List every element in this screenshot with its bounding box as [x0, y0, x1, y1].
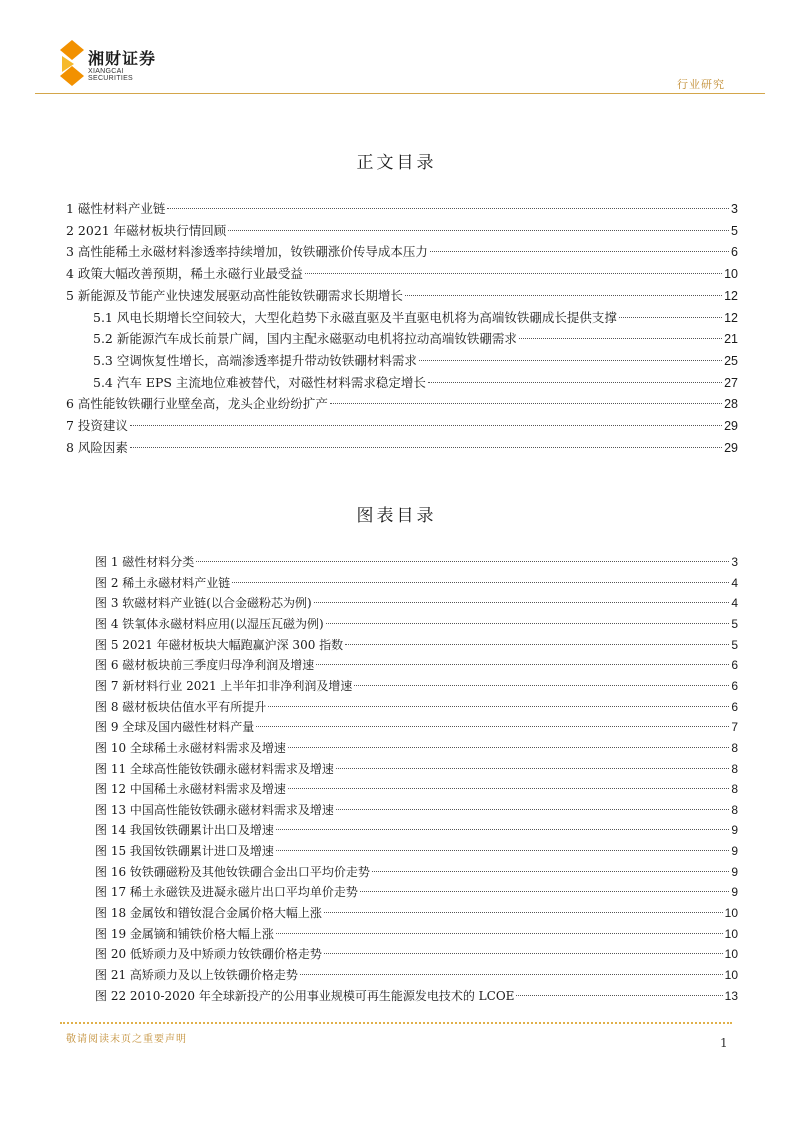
figure-entry-label: 图 5 2021 年磁材板块大幅跑赢沪深 300 指数 — [95, 637, 344, 652]
dot-leader — [428, 382, 722, 383]
brand-name-cn: 湘财证券 — [88, 49, 157, 68]
toc-subentry[interactable] — [93, 350, 738, 371]
figure-entry-label: 图 18 金属钕和镨钕混合金属价格大幅上涨 — [95, 906, 322, 921]
toc-entry[interactable] — [66, 393, 738, 414]
logo-mark-icon — [60, 40, 84, 86]
figure-entry-page: 10 — [724, 906, 738, 921]
dot-leader — [314, 602, 730, 603]
figure-entry[interactable] — [95, 965, 738, 985]
figure-entry[interactable] — [95, 655, 738, 675]
dot-leader — [130, 447, 722, 448]
figure-entry-label: 图 22 2010-2020 年全球新投产的公用事业规模可再生能源发电技术的 LCOE — [95, 988, 515, 1003]
figure-entry-page: 8 — [731, 761, 738, 776]
toc-entry-page: 27 — [724, 375, 738, 390]
page-header — [0, 0, 793, 100]
figure-entry-label: 图 1 磁性材料分类 — [95, 555, 195, 569]
figure-entry[interactable] — [95, 924, 738, 944]
dot-leader — [324, 953, 723, 954]
toc-entry-label: 2 2021 年磁材板块行情回顾 — [66, 222, 227, 238]
dot-leader — [372, 871, 729, 872]
figure-entry[interactable] — [95, 800, 738, 820]
dot-leader — [360, 891, 729, 892]
toc-entry-label: 4 政策大幅改善预期，稀土永磁行业最受益 — [66, 266, 303, 282]
figure-entry-page: 7 — [731, 720, 738, 735]
dot-leader — [430, 251, 729, 252]
figure-entry-page: 4 — [731, 575, 738, 590]
dot-leader — [336, 809, 729, 810]
dot-leader — [336, 768, 729, 769]
dot-leader — [232, 582, 729, 583]
toc-entry-label: 6 高性能钕铁硼行业壁垒高，龙头企业纷纷扩产 — [66, 396, 328, 412]
dot-leader — [405, 295, 722, 296]
figure-entry-label: 图 13 中国高性能钕铁硼永磁材料需求及增速 — [95, 802, 334, 817]
figure-entry-label: 图 17 稀土永磁铁及进凝永磁片出口平均单价走势 — [95, 885, 358, 900]
dot-leader — [228, 230, 729, 231]
figure-entry[interactable] — [95, 635, 738, 655]
company-logo — [60, 40, 170, 90]
toc-entry[interactable] — [66, 415, 738, 436]
footer-disclaimer: 敬请阅读末页之重要声明 — [66, 1034, 187, 1045]
figure-entry-page: 10 — [724, 947, 738, 962]
figure-entry[interactable] — [95, 779, 738, 799]
brand-name-en: XIANGCAI SECURITIES — [88, 68, 134, 82]
figure-entry-page: 8 — [731, 802, 738, 817]
toc-entry-label: 5.2 新能源汽车成长前景广阔，国内主配永磁驱动电机将拉动高端钕铁硼需求 — [93, 331, 517, 347]
toc-entry-label: 8 风险因素 — [66, 439, 128, 455]
figure-entry-label: 图 12 中国稀土永磁材料需求及增速 — [95, 782, 286, 797]
toc-entry-label: 5 新能源及节能产业快速发展驱动高性能钕铁硼需求长期增长 — [66, 287, 403, 303]
toc-entry-label: 1 磁性材料产业链 — [66, 201, 166, 216]
figure-entry-label: 图 8 磁材板块估值水平有所提升 — [95, 699, 267, 714]
figure-entry-page: 13 — [724, 988, 738, 1003]
figure-entry-page: 4 — [731, 596, 738, 611]
toc-entry-page: 21 — [724, 332, 738, 347]
toc-entry-page: 29 — [724, 419, 738, 433]
dot-leader — [196, 561, 729, 562]
page-number: 1 — [720, 1036, 728, 1050]
figure-entry-label: 图 7 新材料行业 2021 上半年扣非净利润及增速 — [95, 678, 353, 693]
toc-entry-page: 6 — [731, 245, 738, 260]
dot-leader — [300, 974, 723, 975]
figure-entry-page: 6 — [731, 658, 738, 673]
figure-entry-page: 5 — [731, 637, 738, 652]
toc-entry-label: 5.3 空调恢复性增长，高端渗透率提升带动钕铁硼材料需求 — [93, 352, 417, 368]
toc-entry[interactable] — [66, 285, 738, 306]
dot-leader — [330, 403, 722, 404]
toc-entry-page: 28 — [724, 397, 738, 412]
figure-entry[interactable] — [95, 986, 738, 1006]
figure-entry-page: 10 — [724, 968, 738, 982]
toc-entry[interactable] — [66, 241, 738, 262]
dot-leader — [276, 829, 729, 830]
dot-leader — [345, 644, 729, 645]
figure-entry[interactable] — [95, 614, 738, 634]
figure-entry[interactable] — [95, 697, 738, 717]
dot-leader — [326, 623, 730, 624]
figure-entry-label: 图 10 全球稀土永磁材料需求及增速 — [95, 740, 286, 755]
figure-entry[interactable] — [95, 593, 738, 613]
toc-entry-label: 5.1 风电长期增长空间较大，大型化趋势下永磁直驱及半直驱电机将为高端钕铁硼成长提供支撑 — [93, 309, 617, 325]
toc-entry[interactable] — [66, 263, 738, 284]
figure-entry[interactable] — [95, 759, 738, 779]
dot-leader — [288, 747, 729, 748]
figure-entry-page: 9 — [731, 864, 738, 879]
dot-leader — [167, 208, 729, 209]
dot-leader — [419, 360, 722, 361]
figure-entry[interactable] — [95, 552, 738, 572]
toc-entry-page: 12 — [724, 288, 738, 303]
header-divider — [35, 93, 765, 94]
dot-leader — [354, 685, 729, 686]
toc-entry-label: 7 投资建议 — [66, 418, 128, 433]
dot-leader — [276, 850, 729, 851]
figure-entry[interactable] — [95, 573, 738, 593]
figure-entry-page: 6 — [731, 678, 738, 693]
dot-leader — [324, 912, 723, 913]
figure-entry-label: 图 21 高矫顽力及以上钕铁硼价格走势 — [95, 968, 298, 982]
figure-entry-label: 图 9 全球及国内磁性材料产量 — [95, 720, 255, 735]
dot-leader — [276, 933, 723, 934]
toc-entry-page: 29 — [724, 440, 738, 455]
figure-entry-page: 8 — [731, 782, 738, 797]
toc-entry[interactable] — [66, 220, 738, 241]
footer-divider — [60, 1022, 732, 1024]
figure-entry-label: 图 11 全球高性能钕铁硼永磁材料需求及增速 — [95, 761, 334, 776]
figure-entry-label: 图 20 低矫顽力及中矫顽力钕铁硼价格走势 — [95, 947, 322, 962]
toc-entry-page: 3 — [731, 202, 738, 216]
figure-entry-label: 图 6 磁材板块前三季度归母净利润及增速 — [95, 658, 315, 673]
toc-entry[interactable] — [66, 198, 738, 219]
figure-entry-page: 6 — [731, 699, 738, 714]
toc-subentry[interactable] — [93, 372, 738, 393]
figure-entry-page: 8 — [731, 740, 738, 755]
figure-entry-label: 图 15 我国钕铁硼累计进口及增速 — [95, 844, 274, 859]
dot-leader — [316, 664, 729, 665]
dot-leader — [305, 273, 722, 274]
toc-entry-label: 5.4 汽车 EPS 主流地位难被替代，对磁性材料需求稳定增长 — [93, 374, 426, 390]
figure-entry-label: 图 3 软磁材料产业链(以合金磁粉芯为例) — [95, 596, 312, 611]
figure-entry-page: 9 — [731, 844, 738, 859]
dot-leader — [268, 706, 729, 707]
figures-title: 图表目录 — [356, 506, 437, 526]
figure-entry[interactable] — [95, 944, 738, 964]
figure-entry-label: 图 19 金属镝和铺铁价格大幅上涨 — [95, 926, 274, 941]
figure-entry[interactable] — [95, 862, 738, 882]
toc-subentry[interactable] — [93, 328, 738, 349]
toc-entry[interactable] — [66, 437, 738, 458]
figure-entry[interactable] — [95, 676, 738, 696]
toc-entry-page: 5 — [731, 223, 738, 238]
toc-entry-page: 12 — [724, 310, 738, 325]
toc-entry-label: 3 高性能稀土永磁材料渗透率持续增加，钕铁硼涨价传导成本压力 — [66, 244, 428, 260]
dot-leader — [130, 425, 722, 426]
toc-entry-page: 25 — [724, 353, 738, 368]
figure-entry-page: 3 — [731, 555, 738, 569]
figure-entry[interactable] — [95, 738, 738, 758]
figure-entry-label: 图 16 钕铁硼磁粉及其他钕铁硼合金出口平均价走势 — [95, 864, 370, 879]
dot-leader — [288, 788, 729, 789]
dot-leader — [256, 726, 729, 727]
figure-entry[interactable] — [95, 882, 738, 902]
figure-entry[interactable] — [95, 820, 738, 840]
figure-entry[interactable] — [95, 903, 738, 923]
figure-entry-label: 图 4 铁氧体永磁材料应用(以湿压瓦磁为例) — [95, 616, 324, 631]
figure-entry-label: 图 14 我国钕铁硼累计出口及增速 — [95, 823, 274, 838]
figure-entry[interactable] — [95, 717, 738, 737]
figure-entry-page: 10 — [724, 926, 738, 941]
toc-title: 正文目录 — [356, 153, 437, 173]
report-type-label: 行业研究 — [677, 78, 725, 91]
figure-entry-page: 5 — [731, 616, 738, 631]
figure-entry-page: 9 — [731, 823, 738, 838]
dot-leader — [619, 317, 722, 318]
dot-leader — [516, 995, 722, 996]
figure-entry-page: 9 — [731, 885, 738, 900]
figure-entry[interactable] — [95, 841, 738, 861]
dot-leader — [519, 338, 722, 339]
figure-entry-label: 图 2 稀土永磁材料产业链 — [95, 575, 231, 590]
toc-entry-page: 10 — [724, 267, 738, 282]
toc-subentry[interactable] — [93, 307, 738, 328]
